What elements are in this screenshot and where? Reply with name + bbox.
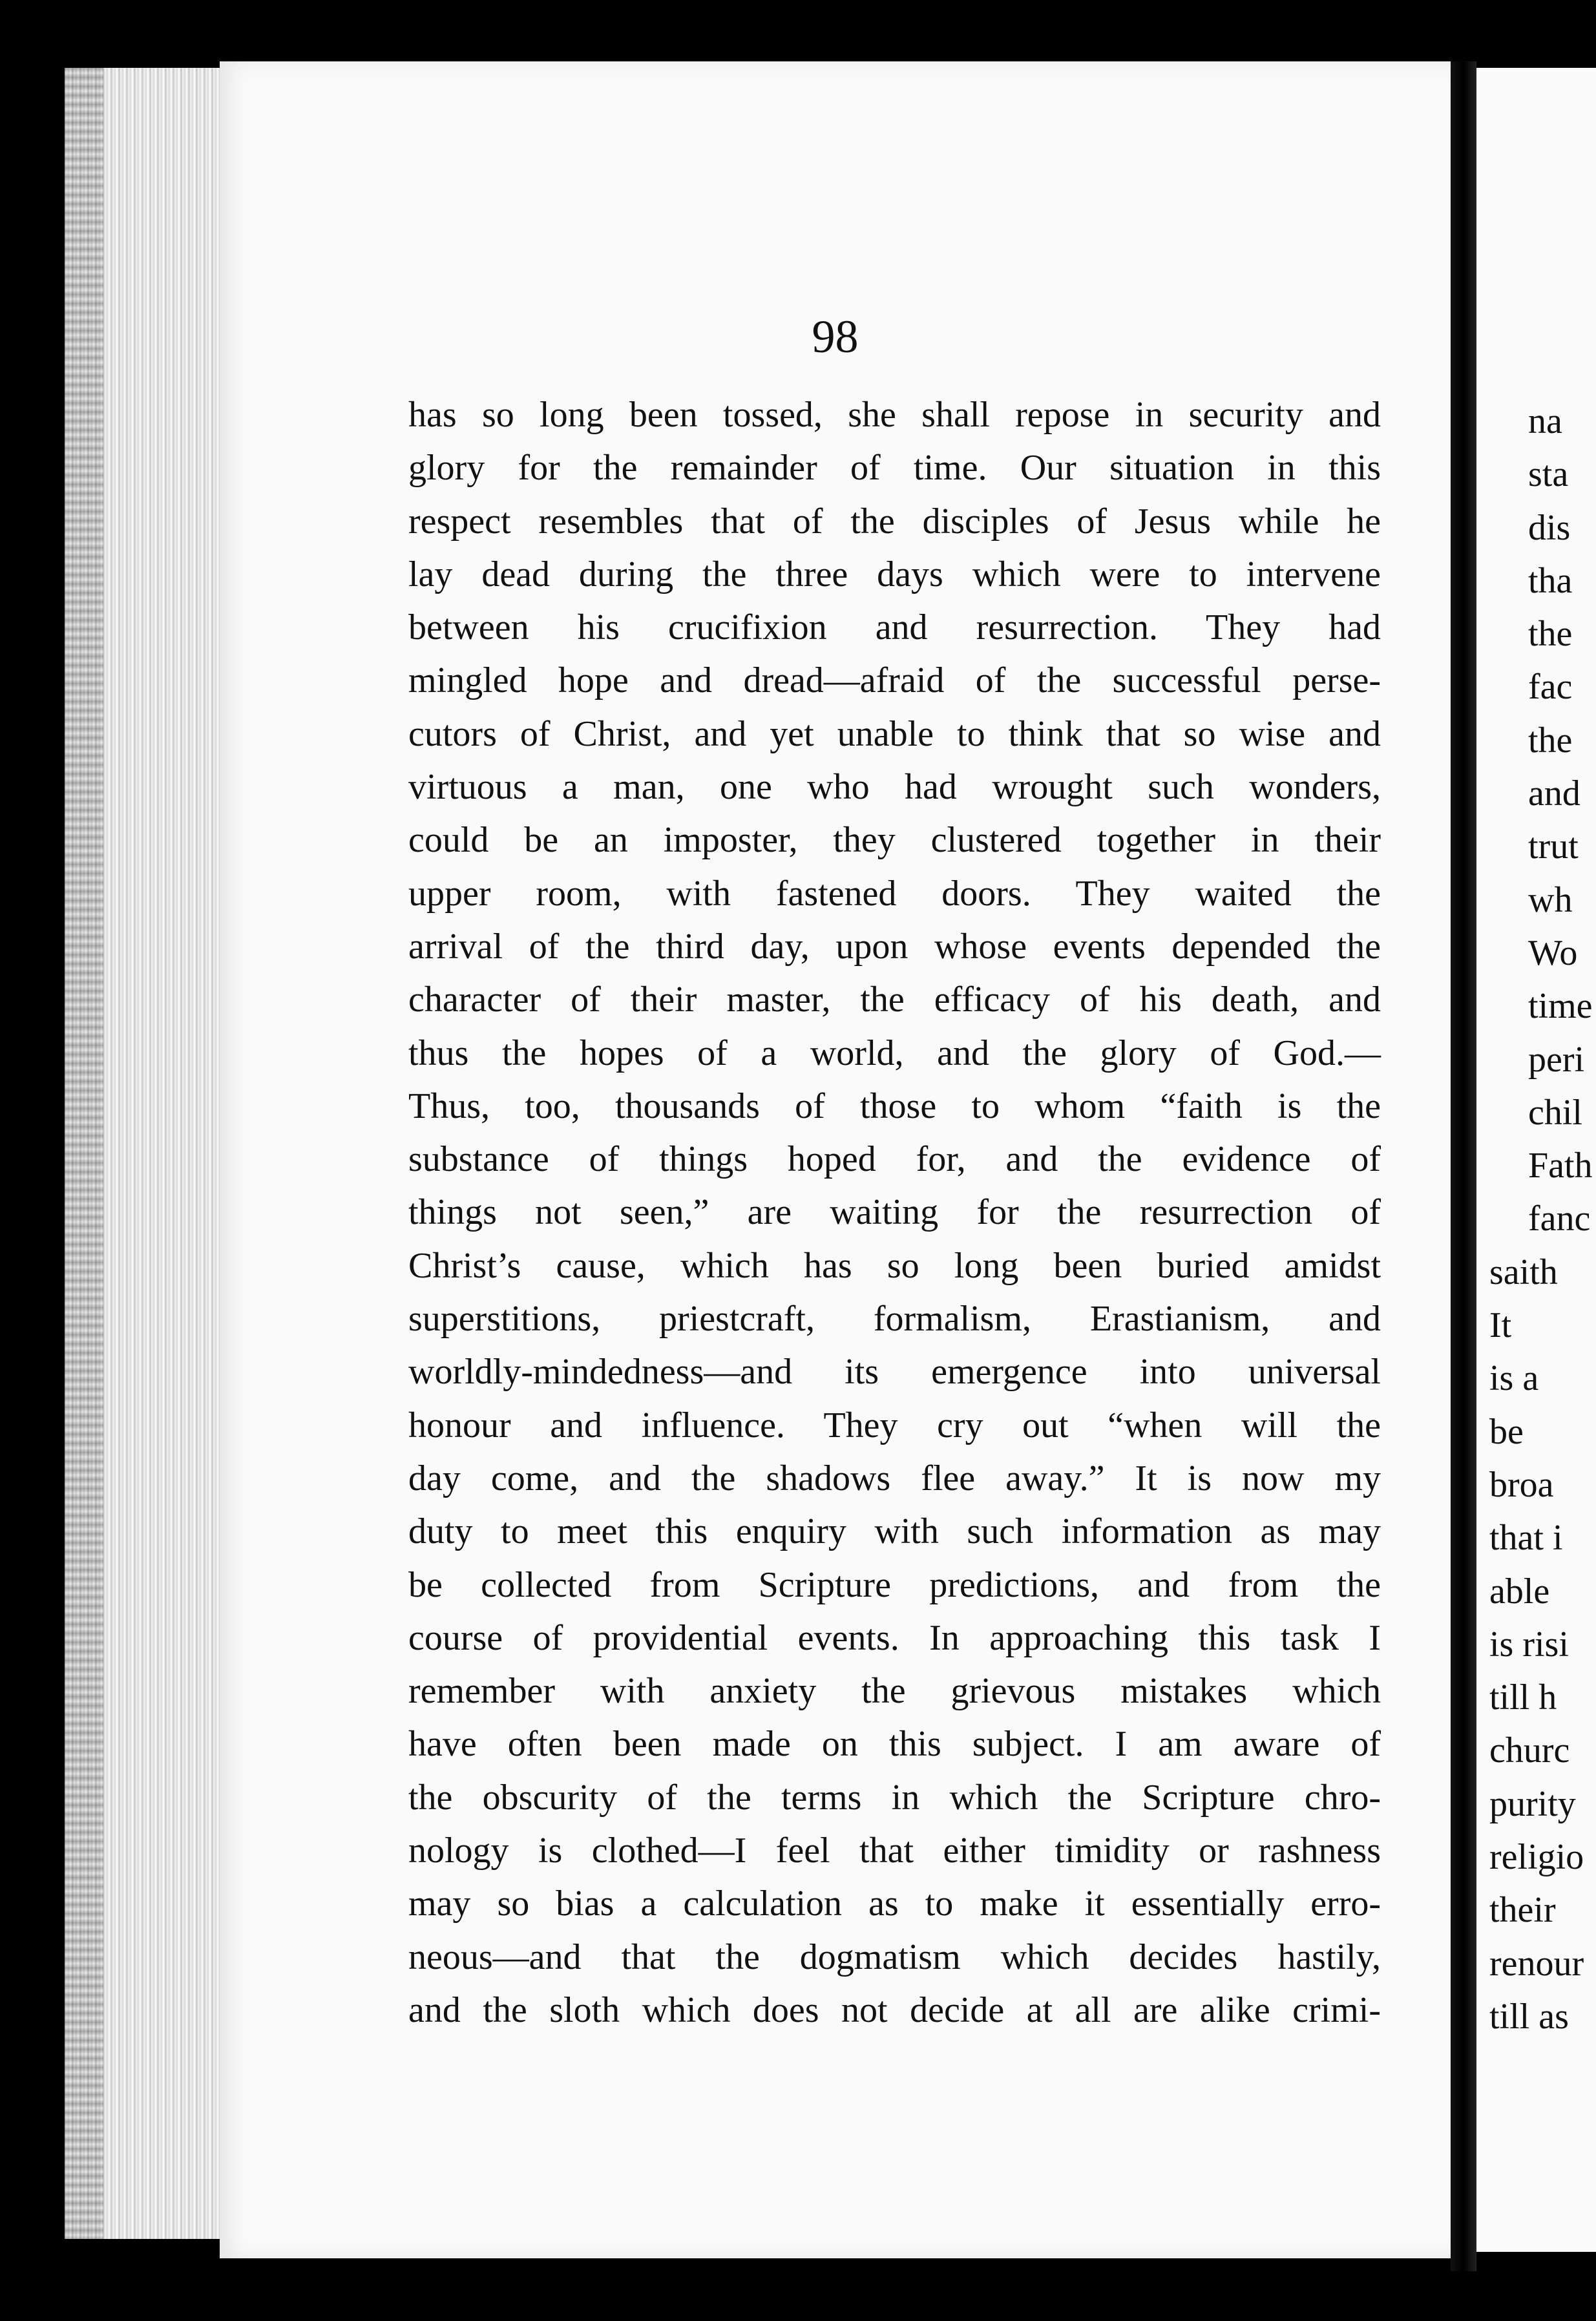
right-page-line: Wo [1528,932,1578,973]
right-page-fragment [1476,68,1596,2252]
text-line: neous—and that the dogmatism which decides hastily, [408,1937,1381,1977]
right-page-line: is a [1489,1358,1539,1399]
text-line: things not seen,” are waiting for the resurrection of [408,1192,1381,1233]
text-line: could be an imposter, they clustered together in their [408,820,1381,861]
text-line: character of their master, the efficacy of his death, and [408,980,1381,1020]
text-line: course of providential events. In approaching this task I [408,1617,1381,1658]
left-page [220,61,1451,2258]
page-number: 98 [812,311,859,362]
text-line: honour and influence. They cry out “when will the [408,1405,1381,1445]
right-page-line: sta [1528,454,1569,495]
right-page-line: fanc [1528,1199,1591,1239]
text-line: day come, and the shadows flee away.” It is now my [408,1458,1381,1498]
right-page-text [1489,395,1596,2043]
right-page-line: till as [1489,1996,1569,2037]
right-page-line: fac [1528,667,1573,708]
page-edges [65,68,226,2239]
book-gutter [1451,61,1476,2271]
text-line: thus the hopes of a world, and the glory of God.— [408,1033,1381,1073]
right-page-line: and [1528,773,1580,814]
right-page-line: renour [1489,1943,1584,1984]
text-line: upper room, with fastened doors. They waited the [408,873,1381,914]
right-page-line: be [1489,1411,1524,1452]
text-line: Thus, too, thousands of those to whom “faith is the [408,1086,1381,1126]
right-page-line: that i [1489,1518,1563,1559]
text-line: Christ’s cause, which has so long been buried amidst [408,1245,1381,1286]
text-line: cutors of Christ, and yet unable to think that so wise and [408,713,1381,754]
text-line: respect resembles that of the disciples of Jesus while he [408,501,1381,541]
right-page-line: till h [1489,1677,1557,1718]
right-page-line: churc [1489,1730,1570,1771]
right-page-line: religio [1489,1837,1584,1878]
body-text [408,388,1381,2037]
text-line: lay dead during the three days which were to intervene [408,554,1381,594]
right-page-line: chil [1528,1092,1582,1133]
right-page-line: Fath [1528,1146,1593,1186]
right-page-line: able [1489,1571,1550,1612]
right-page-line: is risi [1489,1624,1569,1665]
text-line: between his crucifixion and resurrection. They had [408,607,1381,648]
text-line: duty to meet this enquiry with such information as may [408,1511,1381,1552]
right-page-line: It [1489,1305,1512,1346]
right-page-line: saith [1489,1252,1558,1292]
text-line: may so bias a calculation as to make it essentially erro- [408,1884,1381,1924]
right-page-line: the [1528,720,1573,761]
text-line: has so long been tossed, she shall repose in security and [408,395,1381,435]
text-line: remember with anxiety the grievous mistakes which [408,1671,1381,1712]
text-line: virtuous a man, one who had wrought such wonders, [408,767,1381,808]
text-line: mingled hope and dread—afraid of the successful perse- [408,660,1381,701]
text-line: and the sloth which does not decide at all are alike crimi- [408,1990,1381,2030]
right-page-line: peri [1528,1039,1585,1080]
right-page-line: trut [1528,826,1579,867]
text-line: nology is clothed—I feel that either timidity or rashness [408,1831,1381,1871]
right-page-line: their [1489,1890,1556,1931]
right-page-line: time [1528,986,1593,1027]
right-page-line: the [1528,614,1573,655]
right-page-line: tha [1528,560,1573,601]
text-line: substance of things hoped for, and the evidence of [408,1139,1381,1180]
right-page-line: wh [1528,879,1573,920]
text-line: be collected from Scripture predictions, and from the [408,1564,1381,1605]
right-page-line: na [1528,401,1562,441]
text-line: superstitions, priestcraft, formalism, Erastianism, and [408,1299,1381,1339]
text-line: have often been made on this subject. I am aware of [408,1724,1381,1765]
right-page-line: purity [1489,1783,1576,1824]
right-page-line: dis [1528,507,1571,548]
text-line: the obscurity of the terms in which the Scripture chro- [408,1777,1381,1818]
right-page-line: broa [1489,1464,1554,1505]
text-line: arrival of the third day, upon whose events depended the [408,926,1381,967]
text-line: worldly-mindedness—and its emergence into universal [408,1352,1381,1392]
text-line: glory for the remainder of time. Our situation in this [408,448,1381,488]
